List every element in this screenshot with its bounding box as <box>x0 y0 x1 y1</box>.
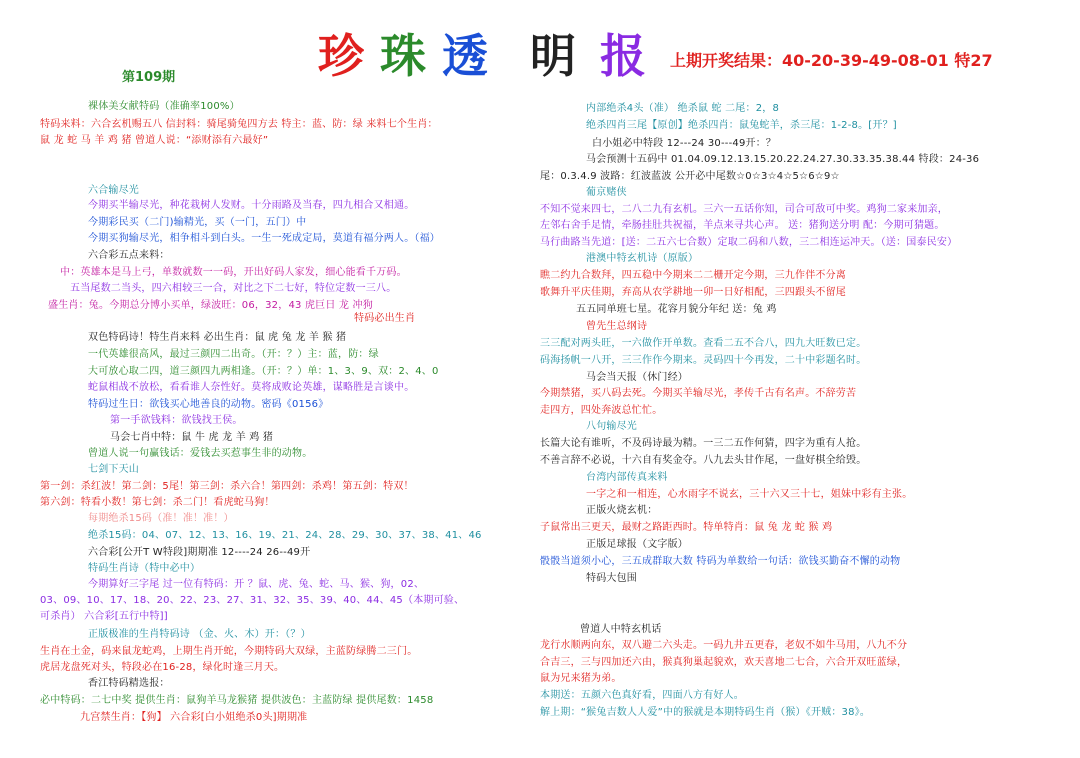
left-line: 特码必出生肖 <box>354 313 416 324</box>
issue-number: 第109期 <box>122 70 176 85</box>
left-line: 曾道人说一句赢钱话：爱钱去买惹事生非的动物。 <box>88 448 313 459</box>
left-line: 第六剑：特看小数！第七剑：杀二门！看虎蛇马狗！ <box>40 497 275 508</box>
right-line: 马行曲路当先道：[送：二五六七合数）定取二码和八数，三二相连运冲天。（送：国泰民安） <box>540 237 958 248</box>
left-line: 鼠 龙 蛇 马 羊 鸡 猪 曾道人说：“添财添有六最好” <box>40 135 269 146</box>
left-line: 绝杀15码：04、07、12、13、16、19、21、24、28、29、30、37、38、41、46 <box>88 530 482 541</box>
right-line: 白小姐必中特段 12---24 30---49开：？ <box>592 138 777 149</box>
right-line: 一字之和一相连，心水雨字不说玄，三十六又三十七，姐妹中彩有主张。 <box>586 489 913 500</box>
left-line: 第一剑：杀红波！第二剑：5尾！第三剑：杀六合！第四剑：杀鸡！第五剑：特双！ <box>40 481 414 492</box>
right-line: 龙行水顺两向东，双八避二六头走。一码九井五更春，老奴不如牛马用，八九不分 <box>540 640 908 651</box>
right-line: 马会当天报（休门经） <box>586 372 688 383</box>
right-line: 合吉三，三与四加还六由，猴真狗巢起貌欢，欢天喜地二七合，六合开双旺蓝绿， <box>540 657 908 668</box>
right-line: 鼠为兄来猪为弟。 <box>540 673 622 684</box>
right-line: 解上期：“猴兔吉数人人爱”中的猴就是本期特码生肖（猴）《开贼：38》。 <box>540 707 871 718</box>
title-char-4: 明 <box>530 29 576 83</box>
right-line: 五五同单班七星。花容月貌分年纪 送：兔 鸡 <box>576 304 777 315</box>
left-line: 香江特码精选报： <box>88 678 170 689</box>
left-line: 特码来料：六合玄机赐五八 信封料：骑尾骑兔四方去 特主：蓝、防：绿 来料七个生肖： <box>40 119 438 130</box>
right-line: 特码大包围 <box>586 573 637 584</box>
left-line: 今期彩民买（二门)输精光，买（一门，五门）中 <box>88 217 307 228</box>
right-line: 长篇大论有谁听，不及码诗最为精。一三二五作何猜，四字为重有人抢。 <box>540 438 867 449</box>
left-line: 裸体美女献特码（准确率100%） <box>88 101 240 112</box>
left-line: 六合输尽光 <box>88 185 139 196</box>
right-line: 台湾内部传真来料 <box>586 472 668 483</box>
right-line: 歌舞升平庆佳期，弃高从农学耕地一卯一日好相配，三四跟头不留尾 <box>540 287 846 298</box>
left-line: 今期买半输尽光，种花栽树人发财。十分雨路及当春，四九相合又相通。 <box>88 200 415 211</box>
right-line: 正版火烧玄机： <box>586 505 658 516</box>
left-line: 特码过生日：欲钱买心地善良的动物。密码《0156》 <box>88 399 329 410</box>
left-line: 六合彩五点来料： <box>88 250 170 261</box>
right-line: 子鼠常出三更天，最财之路距西时。特单特肖：鼠 兔 龙 蛇 猴 鸡 <box>540 522 833 533</box>
right-line: 不知不觉来四七，二八二九有玄机。三六一五话你知，司合可敌可中奖。鸡狗二家来加亲， <box>540 204 948 215</box>
left-line: 六合彩[公开T W特段]期期准 12----24 26--49开 <box>88 547 311 558</box>
left-line: 马会七肖中特：鼠 牛 虎 龙 羊 鸡 猪 <box>110 432 274 443</box>
left-line: 双色特码诗！特生肖来料 必出生肖：鼠 虎 兔 龙 羊 猴 猪 <box>88 332 347 343</box>
right-line: 尾：0.3.4.9 波路：红波蓝波 公开必中尾数☆0☆3☆4☆5☆6☆9☆ <box>540 171 840 182</box>
left-line: 中：英雄本是马上弓，单数就数一一码，开出好码人家发，细心能看千万码。 <box>60 267 407 278</box>
left-line: 第一手欲钱料：欲钱找王侯。 <box>110 415 243 426</box>
right-line: 绝杀四肖三尾【原创】绝杀四肖：鼠兔蛇羊，杀三尾：1-2-8。[开？] <box>586 120 897 131</box>
left-line: 大可放心取二四，道三颜四九两相逢。（开：？）单：1、3、9、双：2、4、0 <box>88 366 439 377</box>
right-line: 走四方，四处奔波总忙忙。 <box>540 405 663 416</box>
title-char-3: 透 <box>442 29 488 83</box>
right-line: 左邻右舍手足情，牵肠挂肚共祝福，羊点来寻共心声。 送：猪狗送分明 配：今期可猜题。 <box>540 220 945 231</box>
right-line: 曾道人中特玄机话 <box>580 624 662 635</box>
left-line: 蛇鼠相战不放松，看看谁人奈性好。莫将成败论英雄，谋略胜是言谈中。 <box>88 382 415 393</box>
left-line: 生肖在土金，码来鼠龙蛇鸡，上期生肖开蛇，今期特码大双绿，主蓝防绿腾二三门。 <box>40 646 418 657</box>
left-line: 五当尾数二当头，四六相较三一合，对比之下二七好，特位定数一三八。 <box>70 283 397 294</box>
left-line: 正版极准的生肖特码诗 （金、火、木）开：（？） <box>88 629 311 640</box>
right-line: 今期禁猪，买八码去死。今期买羊输尽光，孝传千古有名声。不辞劳苦 <box>540 388 857 399</box>
right-line: 三三配对两头旺，一六做作开单数。查看二五不合八，四九大旺数已定。 <box>540 338 867 349</box>
right-line: 内部绝杀4头（准） 绝杀鼠 蛇 二尾：2，8 <box>586 103 780 114</box>
right-line: 不善言辞不必说，十六自有奖金夺。八九去头甘作尾，一盘好棋全给毁。 <box>540 455 867 466</box>
title-char-5: 报 <box>600 29 646 83</box>
title-char-2: 珠 <box>380 29 426 83</box>
left-line: 盛生肖：兔。今期总分博小买单，绿波旺：06，32，43 虎巨日 龙 冲狗 <box>48 300 373 311</box>
left-line: 七剑下天山 <box>88 464 139 475</box>
left-line: 03、09、10、17、18、20、22、23、27、31、32、35、39、40、44、45（本期可验、 <box>40 595 465 606</box>
right-line: 本期送：五颜六色真好看，四面八方有好人。 <box>540 690 744 701</box>
left-line: 可杀肖） 六合彩[五行中特]] <box>40 611 168 622</box>
left-line: 今期算好三字尾 过一位有特码：开 ？鼠、虎、兔、蛇、马、猴、狗，02、 <box>88 579 425 590</box>
left-line: 特码生肖诗（特中必中） <box>88 563 201 574</box>
left-line: 九宫禁生肖：【狗】 六合彩[白小姐绝杀0头]期期准 <box>80 712 308 723</box>
right-line: 瞧二约九合数拜，四五稳中今期来二二栅开定今期，三九作伴不分离 <box>540 270 846 281</box>
right-line: 港澳中特玄机诗（原版） <box>586 253 699 264</box>
left-line: 必中特码：二七中奖 提供生肖：鼠狗羊马龙猴猪 提供波色：主蓝防绿 提供尾数：1458 <box>40 695 434 706</box>
left-line: 今期买狗输尽光，相争相斗到白头。一生一死成定局，莫道有福分两人。（福） <box>88 233 440 244</box>
right-line: 八句输尽光 <box>586 421 637 432</box>
last-draw-result: 上期开奖结果：40-20-39-49-08-01 特27 <box>670 51 993 70</box>
left-line: 每期绝杀15码（准！准！准！） <box>88 513 234 524</box>
right-line: 骰骰当道须小心，三五成群取大数 特码为单数给一句话：欲钱买勤奋不懈的动物 <box>540 556 901 567</box>
right-line: 葡京赌侠 <box>586 187 627 198</box>
left-line: 虎居龙盘死对头，特段必在16-28，绿化时逢三月天。 <box>40 662 285 673</box>
left-line: 一代英雄很高风，最过三颜四二出奇。（开：？）主：蓝，防：绿 <box>88 349 379 360</box>
right-line: 码海扬帆一八开，三三作作今期来。灵码四十今再发，二十中彩题名时。 <box>540 355 867 366</box>
title-char-1: 珍 <box>318 29 364 83</box>
right-line: 曾先生总纲诗 <box>586 321 648 332</box>
right-line: 正版足球报（文字版） <box>586 539 688 550</box>
right-line: 马会预测十五码中 01.04.09.12.13.15.20.22.24.27.30.33.35.38.44 特段：24-36 <box>586 154 980 165</box>
